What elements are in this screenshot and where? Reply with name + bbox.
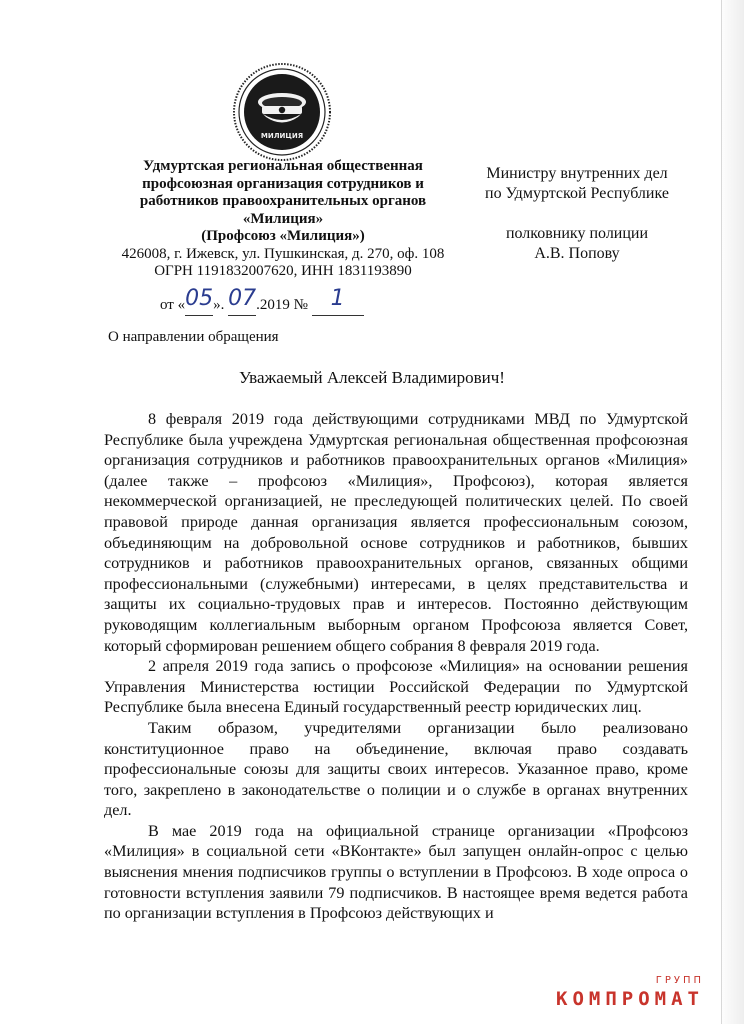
org-name-line-3: работников правоохранительных органов: [139, 193, 427, 209]
watermark-subtext: ГРУПП: [655, 975, 704, 986]
addressee-line-2: по Удмуртской Республике: [485, 185, 669, 202]
org-name-line-5: (Профсоюз «Милиция»): [201, 228, 365, 244]
addressee-block: [462, 164, 692, 264]
addressee-line-4: А.В. Попову: [534, 245, 620, 262]
date-day-handwritten: 05: [185, 286, 214, 311]
organization-header: [96, 158, 470, 281]
date-year: .2019 №: [256, 297, 308, 313]
date-prefix: от «: [160, 297, 186, 313]
body-paragraph-1: 8 февраля 2019 года действующими сотрудниками МВД по Удмуртской Республике была учреждена Удмуртская региональная общественная профсоюзная организация сотрудников и работников правоохранительных органов «Милиция» (далее также – профсоюз «Милиция», Профсоюз), которая является некоммерческой организацией, не преследующей политических целей. По своей правовой природе данная организация является профессиональным союзом, объединяющим на добровольной основе сотрудников и работников, бывших сотрудников и работников правоохранительных органов, связанных общими профессиональными (служебными) интересами, в целях представительства и защиты их социально-трудовых прав и интересов. Постоянно действующим руководящим коллегиальным выборным органом Профсоюза является Совет, который сформирован решением общего собрания 8 февраля 2019 года.: [104, 410, 688, 655]
addressee-line-3: полковнику полиции: [505, 225, 649, 242]
greeting: Уважаемый Алексей Владимирович!: [239, 368, 505, 387]
org-name-line-1: Удмуртская региональная общественная: [143, 158, 423, 174]
body-paragraph-4: В мае 2019 года на официальной странице организации «Профсоюз «Милиция» в социальной сети «ВКонтакте» был запущен онлайн-опрос с целью выяснения мнения подписчиков группы о вступлении в Профсоюз. В ходе опроса о готовности вступления заявили 79 подписчиков. В настоящее время ведется работа по организации вступления в Профсоюз действующих и: [104, 821, 688, 923]
watermark-logo: КОМПРОМАТ: [556, 988, 704, 1010]
date-month-handwritten: 07: [228, 286, 257, 311]
militia-emblem-logo: [232, 62, 332, 162]
org-name-line-4: «Милиция»: [242, 210, 324, 227]
emblem-text: МИЛИЦИЯ: [260, 132, 304, 140]
letter-body: [104, 409, 688, 924]
outgoing-date-number: [160, 286, 364, 316]
body-paragraph-3: Таким образом, учредителями организации было реализовано конституционное право на объединение, включая право создавать профессиональные союзы для защиты своих интересов. Указанное право, кроме того, закреплено в законодательстве о полиции и о службе в органах внутренних дел.: [104, 718, 688, 820]
scan-edge: [722, 0, 744, 1024]
letter-subject: О направлении обращения: [108, 329, 279, 345]
org-name-line-2: профсоюзная организация сотрудников и: [142, 175, 424, 192]
addressee-line-1: Министру внутренних дел: [486, 165, 668, 182]
org-ogrn: ОГРН 1191832007620, ИНН 1831193890: [154, 263, 412, 279]
document-number-handwritten: 1: [330, 286, 345, 311]
org-address: 426008, г. Ижевск, ул. Пушкинская, д. 270, оф. 108: [121, 245, 445, 262]
body-paragraph-2: 2 апреля 2019 года запись о профсоюзе «Милиция» на основании решения Управления Министерства юстиции Российской Федерации по Удмуртской Республике была внесена Единый государственный реестр юридических лиц.: [104, 657, 688, 717]
date-separator: ».: [213, 297, 229, 313]
